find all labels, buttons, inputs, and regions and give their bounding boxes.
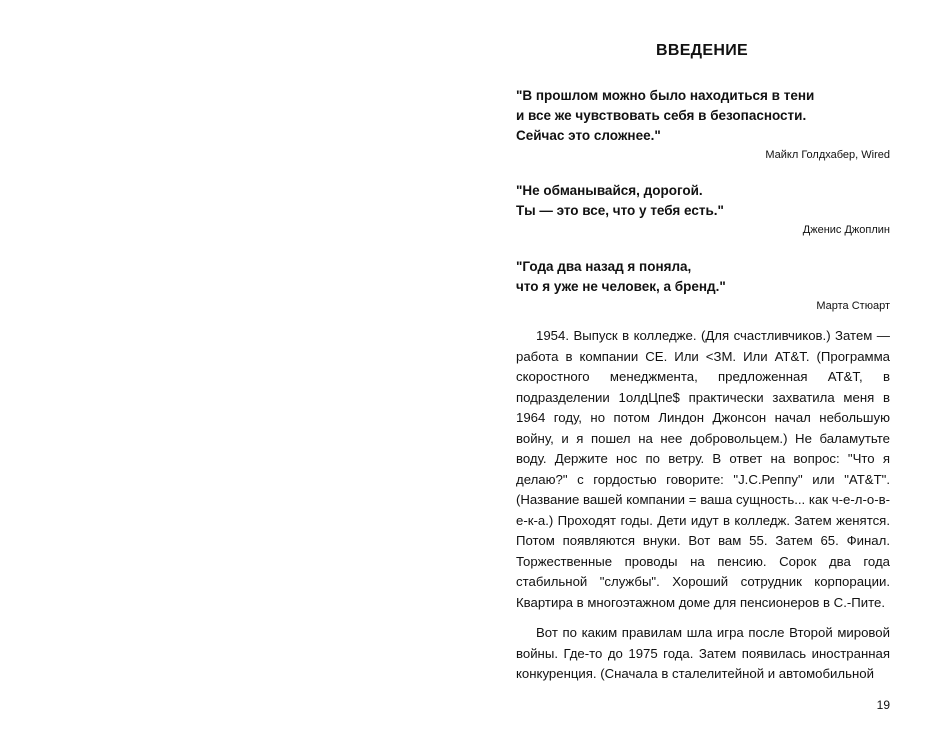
epigraph-line: Сейчас это сложнее." xyxy=(516,128,661,143)
epigraph-author: Дженис Джоплин xyxy=(802,224,890,236)
epigraph-line: и все же чувствовать себя в безопасности. xyxy=(516,108,807,123)
epigraph-author: Марта Стюарт xyxy=(816,300,890,312)
epigraph-author: Майкл Голдхабер, Wired xyxy=(765,149,890,161)
body-text xyxy=(516,326,890,695)
page-number: 19 xyxy=(876,698,890,712)
paragraph: Вот по каким правилам шла игра после Второй мировой войны. Где-то до 1975 года. Затем появилась иностранная конкуренция. (Сначала в сталелитейной и автомобильной xyxy=(516,625,890,681)
epigraph-line: "В прошлом можно было находиться в тени xyxy=(516,88,815,103)
epigraph-line: "Года два назад я поняла, xyxy=(516,259,692,274)
epigraph-line: "Не обманывайся, дорогой. xyxy=(516,183,703,198)
epigraph-line: что я уже не человек, а бренд." xyxy=(516,279,726,294)
epigraph xyxy=(516,86,890,162)
paragraph: 1954. Выпуск в колледже. (Для счастливчиков.) Затем — работа в компании СЕ. Или <ЗМ. Или AT&T. (Программа скоростного менеджмента, предложенная AT&T, в подразделении 1олдЦпе$ практически захватила меня в 1964 году, но потом Линдон Джонсон начал небольшую войну, и я пошел на нее добровольцем.) Не баламутьте воду. Держите нос по ветру. В ответ на вопрос: "Что я делаю?" с гордостью говорите: "J.С.Реппу" или "AT&T". (Название вашей компании = ваша сущность... как ч-е-л-о-в-е-к-а.) Проходят годы. Дети идут в колледж. Затем женятся. Потом появляются внуки. Вот вам 55. Затем 65. Финал. Торжественные проводы на пенсию. Сорок два года стабильной "службы". Хороший сотрудник корпорации. Квартира в многоэтажном доме для пенсионеров в С.-Пите. xyxy=(516,328,890,610)
epigraph xyxy=(516,181,890,237)
chapter-heading: ВВЕДЕНИЕ xyxy=(656,42,748,59)
epigraph xyxy=(516,257,890,313)
epigraph-line: Ты — это все, что у тебя есть." xyxy=(516,203,724,218)
